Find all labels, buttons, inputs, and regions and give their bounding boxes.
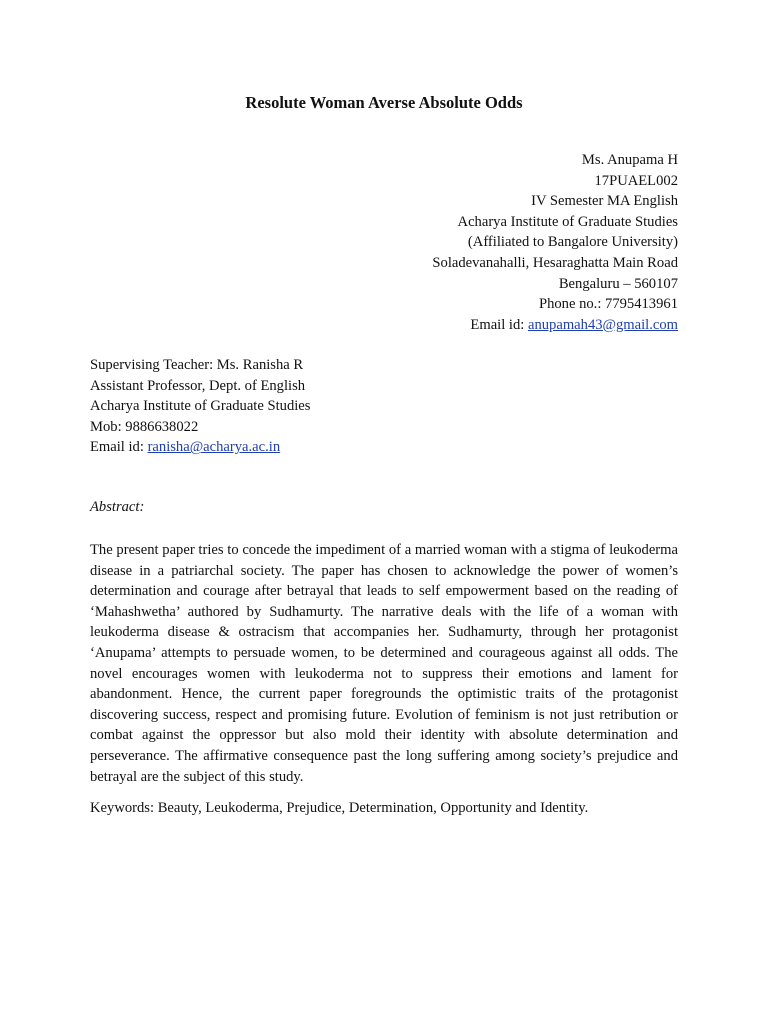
author-email-link[interactable]: anupamah43@gmail.com	[527, 316, 678, 333]
author-course: IV Semester MA English	[531, 193, 678, 210]
author-address: Soladevanahalli, Hesaraghatta Main Road	[432, 254, 678, 271]
author-details	[432, 150, 678, 335]
author-institute: Acharya Institute of Graduate Studies	[457, 213, 678, 230]
supervisor-institute: Acharya Institute of Graduate Studies	[90, 398, 311, 415]
paper-title: Resolute Woman Averse Absolute Odds	[245, 93, 523, 112]
supervisor-name: Supervising Teacher: Ms. Ranisha R	[90, 357, 304, 373]
abstract-heading: Abstract:	[90, 499, 145, 515]
author-phone: Phone no.: 7795413961	[538, 296, 678, 313]
keywords: Keywords: Beauty, Leukoderma, Prejudice, Determination, Opportunity and Identity.	[90, 800, 589, 816]
author-register-number: 17PUAEL002	[594, 172, 678, 189]
author-city: Bengaluru – 560107	[558, 275, 678, 292]
author-email-label: Email id:	[470, 316, 528, 333]
supervisor-designation: Assistant Professor, Dept. of English	[90, 377, 306, 394]
author-name: Ms. Anupama H	[581, 152, 678, 168]
author-email-line	[432, 315, 678, 336]
supervisor-email-label: Email id:	[90, 439, 148, 456]
supervisor-email-link[interactable]: ranisha@acharya.ac.in	[147, 439, 281, 456]
supervisor-details	[90, 355, 310, 458]
supervisor-mobile: Mob: 9886638022	[90, 418, 199, 435]
supervisor-email-line	[90, 437, 310, 458]
abstract-body: The present paper tries to concede the impediment of a married woman with a stigma of leukoderma disease in a patriarchal society. The paper has chosen to acknowledge the power of women’s determination and courage after betrayal that leads to self empowerment based on the reading of ‘Mahashwetha’ authored by Sudhamurty. The narrative deals with the life of a woman with leukoderma disease & ostracism that accompanies her. Sudhamurty, through her protagonist ‘Anupama’ attempts to persuade women, to be determined and courageous against all odds. The novel encourages women with leukoderma not to suppress their emotions and lament for abandonment. Hence, the current paper foregrounds the optimistic traits of the protagonist discovering success, respect and promising future. Evolution of feminism is not just retribution or combat against the oppressor but also mold their identity with absolute determination and perseverance. The affirmative consequence past the long suffering among society’s prejudice and betrayal are the subject of this study.	[90, 542, 678, 785]
author-affiliation: (Affiliated to Bangalore University)	[467, 234, 678, 251]
